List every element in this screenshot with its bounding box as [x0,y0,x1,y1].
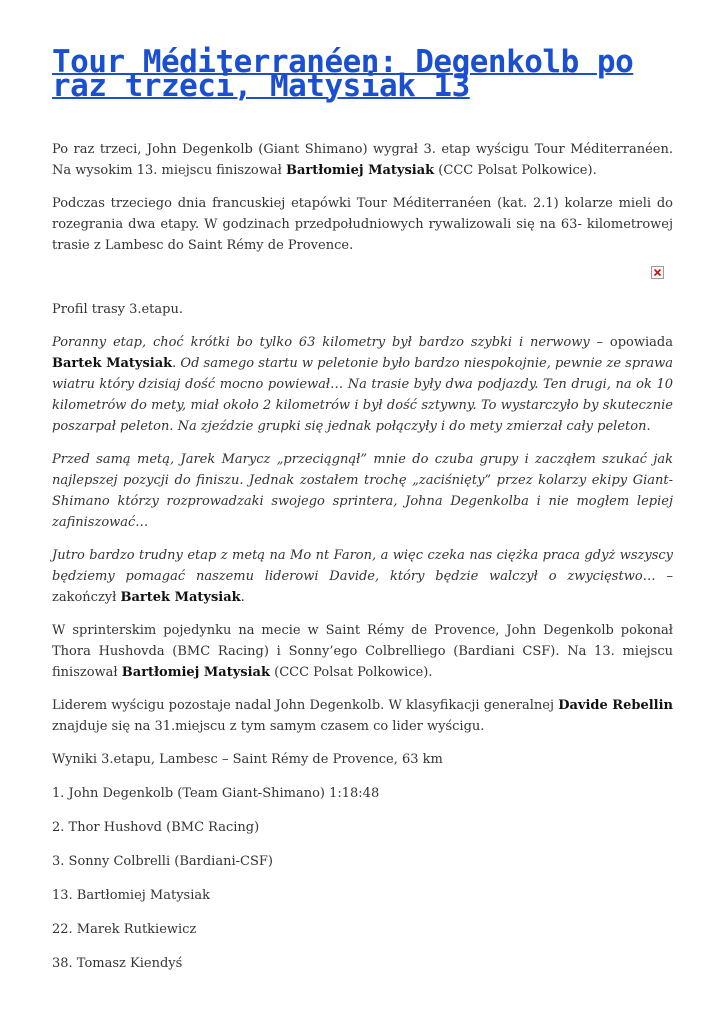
results-list [52,749,673,974]
punctuation: . [240,590,245,605]
paragraph-text: (CCC Polsat Polkowice). [269,665,433,680]
paragraph-text: Po raz trzeci, John Degenkolb (Giant Shimano) wygrał 3. etap wyścigu Tour Méditerranéen. Na wysokim 13. miejscu finiszował [52,142,673,178]
quote-text: Przed samą metą, Jarek Marycz „przeciągnął” mnie do czuba grupy i zacząłem szukać jak najlepszej pozycji do finiszu. Jednak zostałem trochę „zaciśnięty” przez kolarzy ekipy Giant-Shimano którzy rozprowadzaki swojego sprintera, Johna Degenkolba i nie mogłem lepiej zafiniszować… [52,452,673,530]
quote-paragraph-2 [52,449,673,533]
results-heading: Wyniki 3.etapu, Lambesc – Saint Rémy de Provence, 63 km [52,752,443,767]
paragraph-sprint [52,620,673,683]
result-item: 22. Marek Rutkiewicz [52,922,197,937]
paragraph-intro [52,139,673,181]
rider-name: Bartłomiej Matysiak [121,665,270,680]
paragraph-leader [52,695,673,737]
rider-name: Bartek Matysiak [120,590,241,605]
rider-name: Bartek Matysiak [52,356,173,371]
image-caption: Profil trasy 3.etapu. [52,302,183,317]
result-item: 38. Tomasz Kiendyś [52,956,183,971]
punctuation: . [172,356,181,371]
broken-image-icon [651,266,664,279]
quote-text: Poranny etap, choć krótki bo tylko 63 kilometry był bardzo szybki i nerwowy [52,335,590,350]
quote-attribution: – zakończył [52,569,674,605]
rider-name: Bartłomiej Matysiak [285,163,435,178]
result-item: 3. Sonny Colbrelli (Bardiani-CSF) [52,854,273,869]
article-title [52,44,673,104]
article [52,44,674,987]
quote-paragraph-1 [52,332,673,437]
paragraph-text: W sprinterskim pojedynku na mecie w Saint Rémy de Provence, John Degenkolb pokonał Thora Hushovda (BMC Racing) i Sonny’ego Colbrelliego (Bardiani CSF). Na 13. miejscu finiszował [52,623,673,680]
image-row [52,266,673,299]
result-item: 1. John Degenkolb (Team Giant-Shimano) 1:18:48 [52,786,380,801]
result-item: 13. Bartłomiej Matysiak [52,888,211,903]
result-item: 2. Thor Hushovd (BMC Racing) [52,820,260,835]
quote-text: Od samego startu w peletonie było bardzo niespokojnie, pewnie ze sprawa wiatru który dzisiaj dość mocno powiewał… Na trasie były dwa podjazdy. Ten drugi, na ok 10 kilometrów do mety, miał około 2 kilometrów i był dość sztywny. To wystarczyło by skutecznie poszarpał peleton. Na zjeździe grupki się jednak połączyły i do mety zmierzał cały peleton. [52,356,673,434]
paragraph-text: znajduje się na 31.miejscu z tym samym czasem co lider wyścigu. [52,719,485,734]
quote-attribution: – opowiada [589,335,673,350]
rider-name: Davide Rebellin [558,698,673,713]
paragraph-text: (CCC Polsat Polkowice). [434,163,597,178]
quote-text: Jutro bardzo trudny etap z metą na Mo nt Faron, a więc czeka nas ciężka praca gdyż wszyscy będziemy pomagać naszemu liderowi Davide, który będzie walczył o zwycięstwo… [52,548,673,584]
article-body [52,139,673,974]
article-title-link[interactable]: Tour Méditerranéen: Degenkolb po raz trzeci, Matysiak 13 [52,44,634,104]
paragraph-stage-info: Podczas trzeciego dnia francuskiej etapówki Tour Méditerranéen (kat. 2.1) kolarze mieli do rozegrania dwa etapy. W godzinach przedpołudniowych rywalizowali się na 63- kilometrowej trasie z Lambesc do Saint Rémy de Provence. [52,196,673,253]
quote-paragraph-3 [52,545,673,608]
paragraph-text: Liderem wyścigu pozostaje nadal John Degenkolb. W klasyfikacji generalnej [52,698,559,713]
